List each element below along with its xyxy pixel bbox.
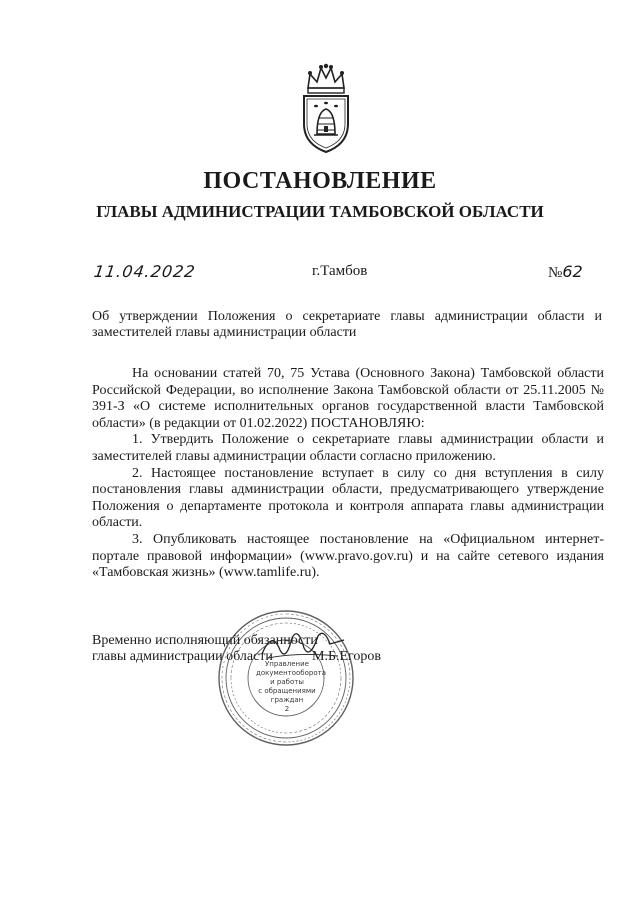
number-sign: № <box>548 265 563 281</box>
stamp-line: граждан <box>270 696 304 704</box>
tambov-coat-of-arms-icon <box>298 62 354 154</box>
handwritten-signature-icon <box>258 624 348 664</box>
item-1-paragraph: 1. Утвердить Положение о секретариате главы администрации области и заместителей главы администрации области согласно приложению. <box>92 432 604 464</box>
stamp-line: Управление <box>265 660 309 668</box>
stamp-line: 2 <box>284 705 290 713</box>
signer-position-line-2: главы администрации области <box>92 649 273 664</box>
document-subtitle: ГЛАВЫ АДМИНИСТРАЦИИ ТАМБОВСКОЙ ОБЛАСТИ <box>96 202 544 221</box>
stamp-line: документооборота <box>256 669 326 677</box>
preamble-paragraph: На основании статей 70, 75 Устава (Основного Закона) Тамбовской области Российской Федерации, во исполнение Закона Тамбовской области от 25.11.2005 № 391-З «О системе исполнительных органов государственной власти Тамбовской области» (в редакции от 01.02.2022) ПОСТАНОВЛЯЮ: <box>92 366 604 431</box>
stamp-line: и работы <box>270 678 304 686</box>
document-city: г.Тамбов <box>312 263 368 279</box>
document-date: 11.04.2022 <box>92 262 197 281</box>
document-number <box>548 262 583 282</box>
item-3-paragraph: 3. Опубликовать настоящее постановление на «Официальном интернет-портале правовой информации» (www.pravo.gov.ru) и на сайте сетевого издания «Тамбовская жизнь» (www.tamlife.ru). <box>92 531 604 581</box>
signer-name: М.Б.Егоров <box>312 649 382 664</box>
item-2-paragraph: 2. Настоящее постановление вступает в силу со дня вступления в силу постановления главы администрации области, предусматривающего утверждение Положения о департаменте протокола и контроля аппарата главы администрации области. <box>92 465 604 531</box>
stamp-line: с обращениями <box>258 687 316 695</box>
document-title: ПОСТАНОВЛЕНИЕ <box>203 168 437 194</box>
signer-position-line-1: Временно исполняющий обязанности <box>92 633 318 648</box>
document-body <box>92 366 604 582</box>
document-subject: Об утверждении Положения о секретариате главы администрации области и заместителей главы администрации области <box>92 309 602 340</box>
number-value: 62 <box>562 262 583 281</box>
